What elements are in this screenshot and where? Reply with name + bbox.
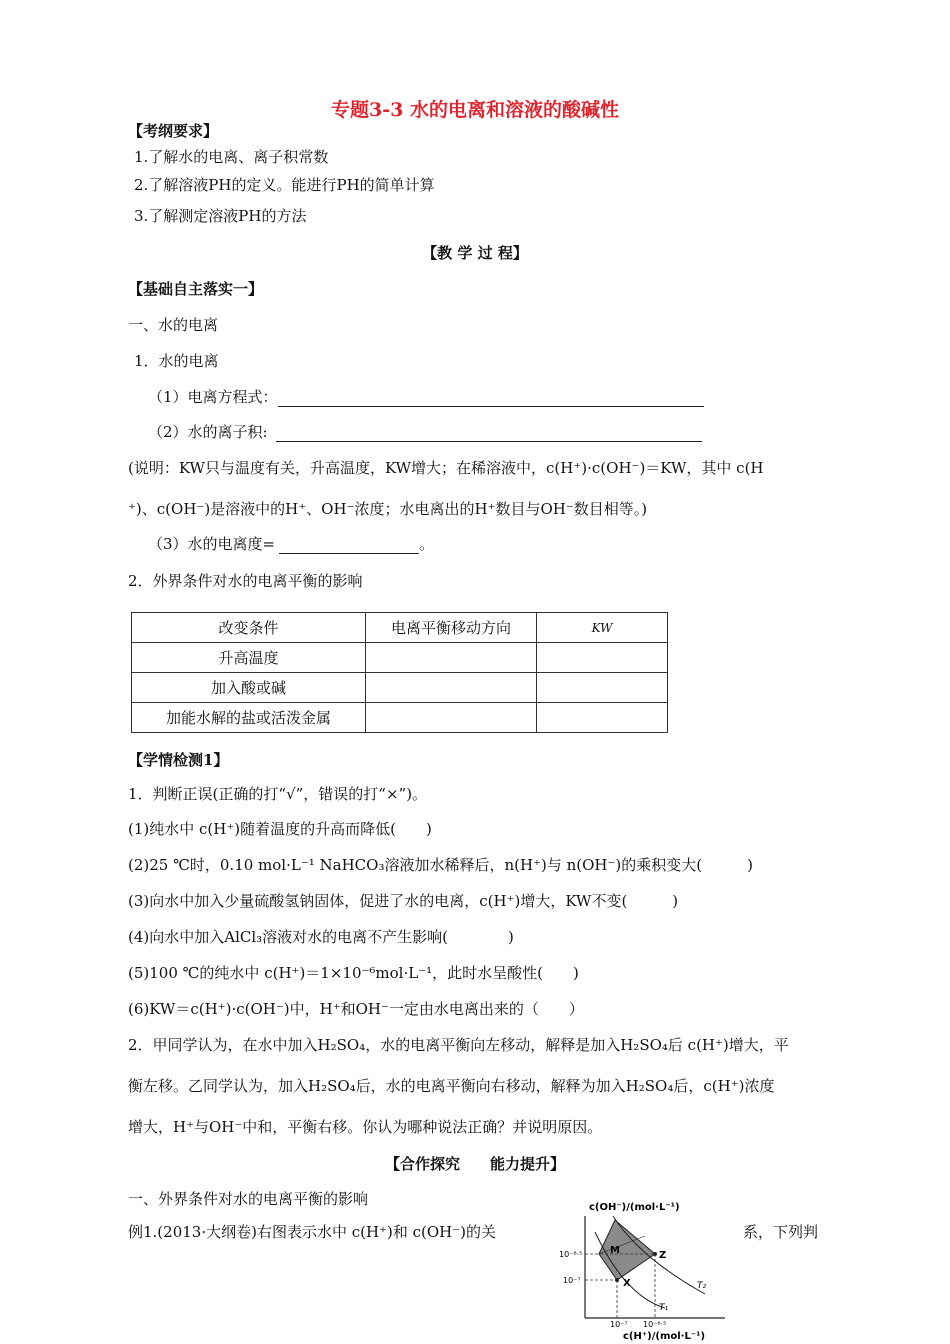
judgement-item: (1)纯水中 c(H⁺)随着温度的升高而降低( ) — [128, 820, 432, 838]
judgement-item: (3)向水中加入少量硫酸氢钠固体，促进了水的电离，c(H⁺)增大，KW不变( ) — [128, 892, 679, 910]
syllabus-item: 3.了解测定溶液PH的方法 — [134, 207, 307, 225]
ion-product-blank[interactable] — [276, 425, 702, 442]
degree-blank[interactable] — [279, 537, 419, 554]
syllabus-heading: 【考纲要求】 — [128, 122, 219, 140]
table-cell: 升高温度 — [132, 643, 366, 673]
x-axis-label: c(H⁺)/(mol·L⁻¹) — [623, 1331, 706, 1342]
point-label-x: X — [623, 1278, 631, 1289]
subsection-heading: 1．水的电离 — [134, 352, 219, 370]
x-tick-label: 10⁻⁶·⁵ — [643, 1320, 667, 1329]
table-row — [132, 643, 668, 673]
section-heading: 一、外界条件对水的电离平衡的影响 — [128, 1190, 369, 1208]
table-header-row — [132, 613, 668, 643]
table-cell: 加能水解的盐或活泼金属 — [132, 703, 366, 733]
table-cell: 加入酸或碱 — [132, 673, 366, 703]
table-cell-blank[interactable] — [366, 673, 537, 703]
question-intro: 1．判断正误(正确的打“√”，错误的打“×”)。 — [128, 785, 428, 803]
table-header: KW — [537, 613, 668, 643]
note-line: ⁺)、c(OH⁻)是溶液中的H⁺、OH⁻浓度；水电离出的H⁺数目与OH⁻数目相等。) — [128, 500, 648, 518]
curve-label-t2: T₂ — [697, 1281, 707, 1291]
subsection-heading: 2．外界条件对水的电离平衡的影响 — [128, 572, 363, 590]
equation-question — [148, 386, 704, 407]
degree-end: 。 — [419, 535, 435, 553]
judgement-item: (2)25 ℃时，0.10 mol·L⁻¹ NaHCO₃溶液加水稀释后，n(H⁺)与 n(OH⁻)的乘积变大( ) — [128, 856, 753, 874]
table-row — [132, 703, 668, 733]
section-heading: 一、水的电离 — [128, 316, 219, 334]
judgement-item: (5)100 ℃的纯水中 c(H⁺)＝1×10⁻⁶mol·L⁻¹，此时水呈酸性( ) — [128, 964, 579, 982]
table-cell-blank[interactable] — [537, 643, 668, 673]
table-row — [132, 673, 668, 703]
table-header: 改变条件 — [132, 613, 366, 643]
y-tick-label: 10⁻⁶·⁵ — [559, 1250, 583, 1259]
kw-graph — [555, 1196, 735, 1344]
degree-label: （3）水的电离度= — [148, 535, 276, 553]
coop-heading: 【合作探究 能力提升】 — [384, 1155, 565, 1173]
table-cell-blank[interactable] — [537, 703, 668, 733]
table-cell-blank[interactable] — [537, 673, 668, 703]
judgement-item: (4)向水中加入AlCl₃溶液对水的电离不产生影响( ) — [128, 928, 514, 946]
x-tick-label: 10⁻⁷ — [610, 1320, 628, 1329]
point-label-z: Z — [659, 1250, 667, 1261]
point-label-m: M — [610, 1245, 620, 1256]
question-line: 增大，H⁺与OH⁻中和，平衡右移。你认为哪种说法正确？并说明原因。 — [128, 1118, 603, 1136]
ion-product-question — [148, 421, 702, 442]
table-header: 电离平衡移动方向 — [366, 613, 537, 643]
process-heading: 【教 学 过 程】 — [422, 244, 528, 262]
conditions-table — [131, 612, 668, 733]
y-axis-label: c(OH⁻)/(mol·L⁻¹) — [589, 1202, 680, 1213]
check-heading: 【学情检测1】 — [128, 751, 229, 769]
equation-label: （1）电离方程式： — [148, 388, 278, 406]
example-text: 例1.(2013·大纲卷)右图表示水中 c(H⁺)和 c(OH⁻)的关 — [128, 1223, 496, 1241]
note-line: (说明：KW只与温度有关，升高温度，KW增大；在稀溶液中，c(H⁺)·c(OH⁻)＝KW，其中 c(H — [128, 459, 764, 477]
syllabus-item: 2.了解溶液PH的定义。能进行PH的简单计算 — [134, 176, 435, 194]
basics-heading: 【基础自主落实一】 — [128, 280, 264, 298]
judgement-item: (6)KW＝c(H⁺)·c(OH⁻)中，H⁺和OH⁻一定由水电离出来的（ ） — [128, 1000, 584, 1018]
table-cell-blank[interactable] — [366, 643, 537, 673]
ion-product-label: （2）水的离子积: — [148, 423, 268, 441]
example-text-continued: 系，下列判 — [743, 1223, 819, 1241]
y-tick-label: 10⁻⁷ — [563, 1276, 581, 1285]
syllabus-item: 1.了解水的电离、离子积常数 — [134, 148, 329, 166]
curve-label-t1: T₁ — [659, 1303, 669, 1313]
question-line: 衡左移。乙同学认为，加入H₂SO₄后，水的电离平衡向右移动，解释为加入H₂SO₄后，c(H⁺)浓度 — [128, 1077, 775, 1095]
table-cell-blank[interactable] — [366, 703, 537, 733]
degree-question — [148, 533, 434, 554]
question-line: 2．甲同学认为，在水中加入H₂SO₄，水的电离平衡向左移动，解释是加入H₂SO₄后 c(H⁺)增大，平 — [128, 1036, 789, 1054]
equation-blank[interactable] — [278, 390, 704, 407]
page-title: 专题3-3 水的电离和溶液的酸碱性 — [331, 99, 619, 121]
